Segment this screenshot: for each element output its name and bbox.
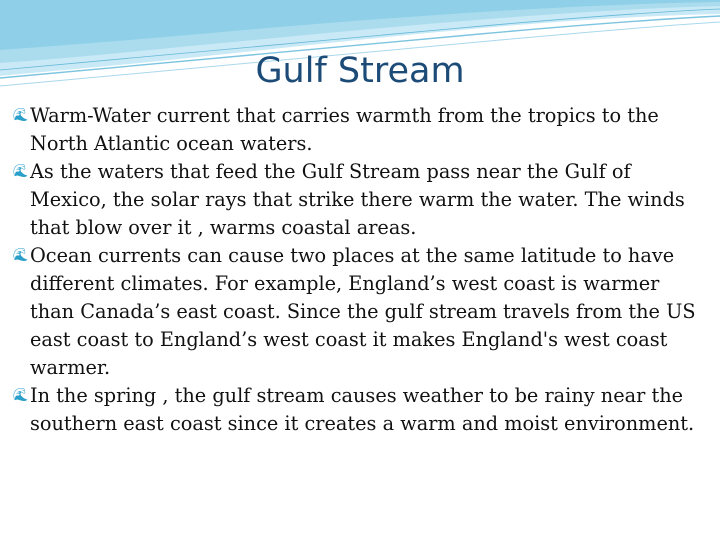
wave-swirl-icon: 🌊︎ — [12, 388, 29, 403]
slide-title: Gulf Stream — [255, 51, 465, 91]
wave-swirl-icon: 🌊︎ — [12, 248, 29, 263]
bullet-item — [12, 242, 702, 382]
bullet-text: As the waters that feed the Gulf Stream pass near the Gulf of Mexico, the solar rays that strike there warm the water. The winds that blow over it , warms coastal areas. — [30, 160, 685, 239]
bullet-text: Ocean currents can cause two places at the same latitude to have different climates. For example, England’s west coast is warmer than Canada’s east coast. Since the gulf stream travels from the US east coast to England’s west coast it makes England's west coast warmer. — [30, 244, 696, 379]
bullet-list — [12, 102, 702, 438]
bullet-text: Warm-Water current that carries warmth from the tropics to the North Atlantic ocean waters. — [30, 104, 659, 155]
bullet-item — [12, 158, 702, 242]
wave-swirl-icon: 🌊︎ — [12, 164, 29, 179]
bullet-item — [12, 102, 702, 158]
bullet-text: In the spring , the gulf stream causes weather to be rainy near the southern east coast since it creates a warm and moist environment. — [30, 384, 695, 435]
wave-swirl-icon: 🌊︎ — [12, 108, 29, 123]
bullet-item — [12, 382, 702, 438]
